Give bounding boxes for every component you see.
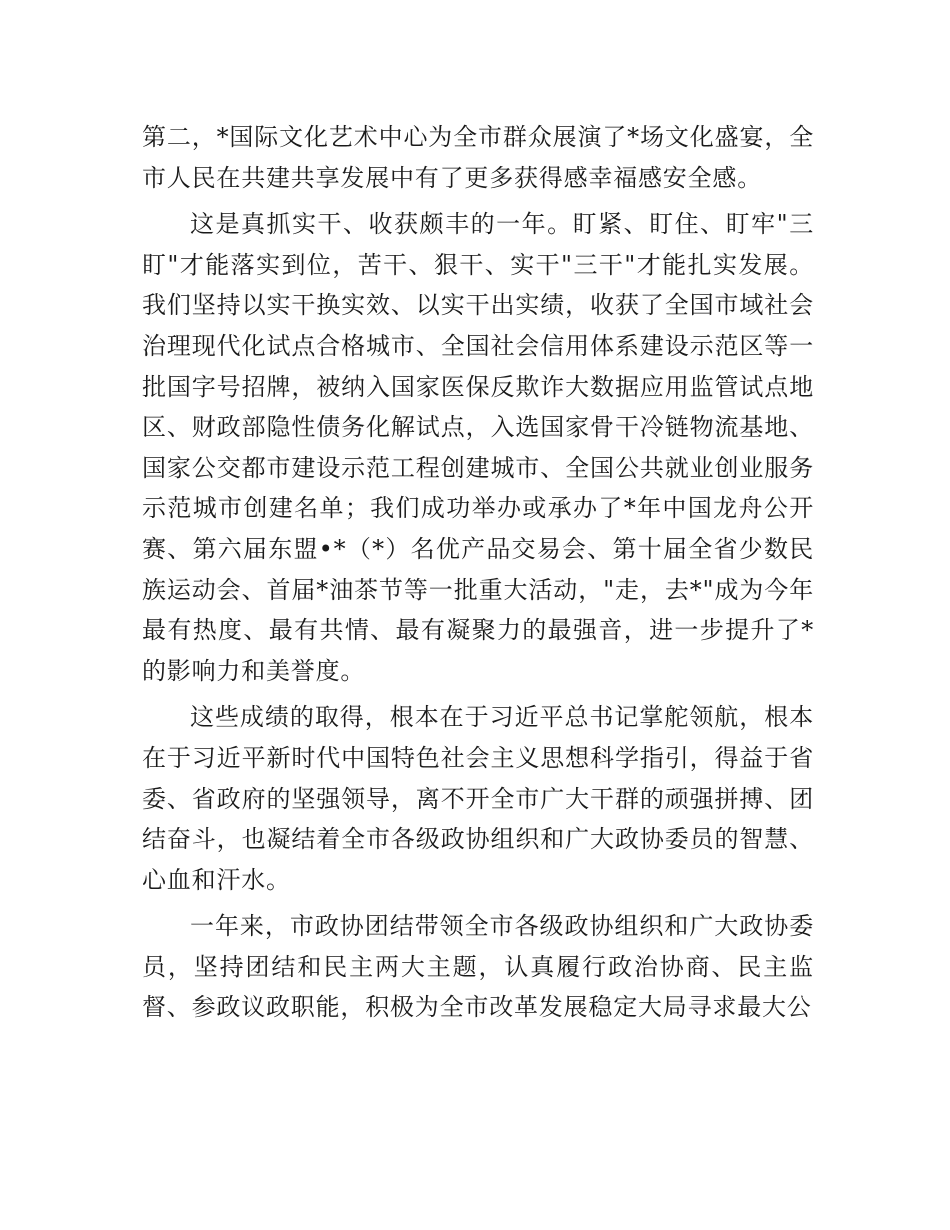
document-body: [142, 117, 814, 1034]
paragraph-4: 一年来，市政协团结带领全市各级政协组织和广大政协委员，坚持团结和民主两大主题，认真履行政治协商、民主监督、参政议政职能，积极为全市改革发展稳定大局寻求最大公: [142, 912, 814, 1022]
paragraph-3: 这些成绩的取得，根本在于习近平总书记掌舵领航，根本在于习近平新时代中国特色社会主义思想科学指引，得益于省委、省政府的坚强领导，离不开全市广大干群的顽强拼搏、团结奋斗，也凝结着全市各级政协组织和广大政协委员的智慧、心血和汗水。: [142, 703, 814, 894]
paragraph-2: 这是真抓实干、收获颇丰的一年。盯紧、盯住、盯牢"三盯"才能落实到位，苦干、狠干、实干"三干"才能扎实发展。我们坚持以实干换实效、以实干出实绩，收获了全国市域社会治理现代化试点合格城市、全国社会信用体系建设示范区等一批国字号招牌，被纳入国家医保反欺诈大数据应用监管试点地区、财政部隐性债务化解试点，入选国家骨干冷链物流基地、国家公交都市建设示范工程创建城市、全国公共就业创业服务示范城市创建名单；我们成功举办或承办了*年中国龙舟公开赛、第六届东盟•*（*）名优产品交易会、第十届全省少数民族运动会、首届*油茶节等一批重大活动，"走，去*"成为今年最有热度、最有共情、最有凝聚力的最强音，进一步提升了*的影响力和美誉度。: [142, 210, 814, 685]
paragraph-1: 第二，*国际文化艺术中心为全市群众展演了*场文化盛宴，全市人民在共建共享发展中有了更多获得感幸福感安全感。: [142, 123, 814, 192]
